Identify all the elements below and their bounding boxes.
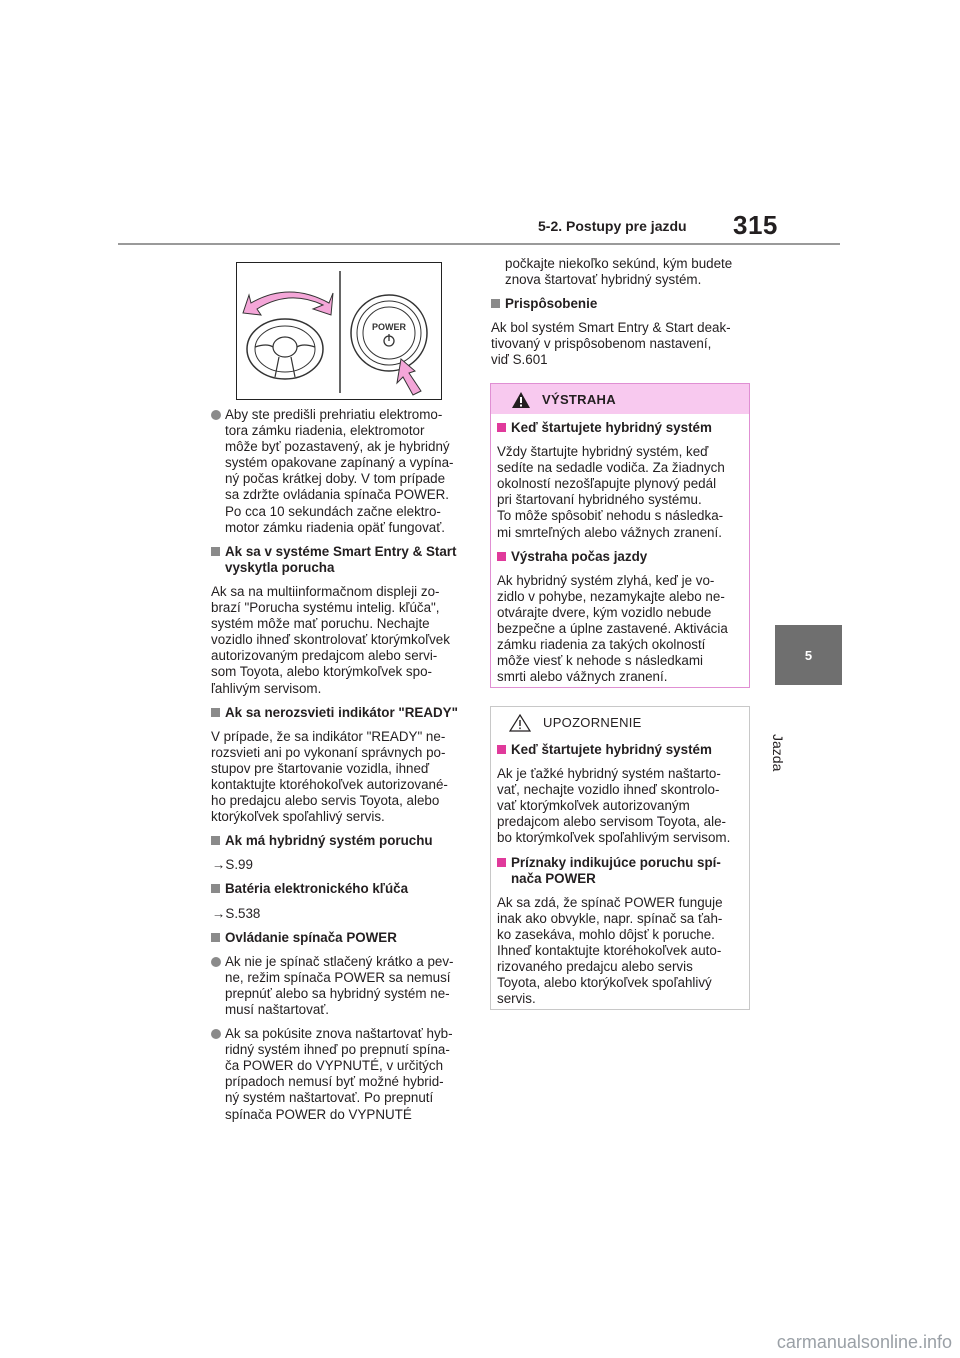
text-line: vyskytla porucha	[225, 559, 335, 575]
text-line: vozidlo ihneď skontrolovať ktorýmkoľvek	[211, 632, 450, 648]
heading-square-icon	[211, 708, 220, 717]
text-line: Príznaky indikujúce poruchu spí-	[511, 854, 721, 870]
text-line: motor zámku riadenia opäť fungovať.	[225, 519, 445, 535]
text-line: tora zámku riadenia, elektromotor	[225, 423, 425, 439]
text-line: môže byť pozastavený, ak je hybridný	[225, 439, 450, 455]
notice-box	[490, 706, 750, 1010]
section-heading	[211, 930, 467, 946]
text-line: Ak je ťažké hybridný systém naštarto-	[497, 766, 721, 782]
text-line: →S.99	[212, 857, 253, 873]
text-line: Vždy štartujte hybridný systém, keď	[497, 444, 709, 460]
text-line: ča POWER do VYPNUTÉ, v určitých	[225, 1058, 444, 1074]
text-line: vať, nechajte vozidlo ihneď skontrolo-	[497, 782, 720, 798]
heading-square-icon	[211, 884, 220, 893]
chapter-tab	[775, 625, 842, 685]
text-line: som Toyota, alebo ktorýmkoľvek spo-	[211, 664, 432, 680]
text-line: otvárajte dvere, kým vozidlo nebude	[497, 604, 712, 620]
warning-title: VÝSTRAHA	[542, 392, 616, 407]
power-label: POWER	[371, 322, 407, 332]
section-heading	[497, 855, 743, 887]
body-paragraph	[497, 444, 743, 541]
text-line: Prispôsobenie	[505, 296, 598, 312]
bullet-paragraph	[211, 407, 467, 536]
text-line: zámku riadenia za takých okolností	[497, 637, 706, 653]
section-heading	[211, 705, 467, 721]
text-line: viď S.601	[491, 352, 548, 368]
text-line: Ak hybridný systém zlyhá, keď je vo-	[497, 572, 715, 588]
bullet-paragraph	[211, 954, 467, 1018]
text-line: systém opakovane zapínaný a vypína-	[225, 455, 454, 471]
text-line: spínača POWER do VYPNUTÉ	[225, 1106, 412, 1122]
heading-square-icon	[211, 836, 220, 845]
text-line: stupov pre štartovanie vozidla, ihneď	[211, 760, 430, 776]
text-line: okolností nezošľapujte plynový pedál	[497, 476, 717, 492]
text-line: sa zdržte ovládania spínača POWER.	[225, 487, 450, 503]
text-line: ne, režim spínača POWER sa nemusí	[225, 969, 451, 985]
text-line: počkajte niekoľko sekúnd, kým budete	[505, 256, 733, 271]
text-line: →S.538	[212, 905, 261, 921]
text-line: ný systém naštartovať. Po prepnutí	[225, 1090, 434, 1106]
text-line: prípadoch nemusí byť možné hybrid-	[225, 1074, 444, 1090]
text-line: vať ktorýmkoľvek autorizovaným	[497, 798, 690, 814]
header-section-title: 5-2. Postupy pre jazdu	[538, 218, 687, 234]
text-line: prepnúť alebo sa hybridný systém ne-	[225, 985, 450, 1001]
text-line: Keď štartujete hybridný systém	[511, 742, 712, 757]
heading-square-icon	[497, 423, 506, 432]
body-paragraph	[211, 729, 467, 826]
text-line: Výstraha počas jazdy	[511, 548, 648, 564]
text-line: pri štartovaní hybridného systému.	[497, 492, 702, 508]
section-heading	[211, 881, 467, 897]
section-heading	[491, 296, 751, 312]
body-paragraph	[497, 766, 743, 846]
chapter-number: 5	[804, 647, 813, 663]
text-line: Ak sa na multiinformačnom displeji zo-	[211, 583, 440, 599]
body-paragraph	[497, 895, 743, 1008]
text-line: bezpečne a úplne zastavené. Aktivácia	[497, 621, 728, 637]
text-line: Ak má hybridný systém poruchu	[225, 833, 433, 849]
text-line: brazí "Porucha systému intelig. kľúča",	[211, 600, 440, 616]
section-heading	[497, 549, 743, 565]
text-line: ľahlivým servisom.	[211, 680, 322, 696]
text-line: zidlo v pohybe, nezamykajte alebo ne-	[497, 588, 725, 604]
rotate-arrow-icon	[243, 292, 333, 315]
text-line: smrti alebo vážnych zranení.	[497, 669, 668, 685]
text-line: ridný systém ihneď po prepnutí spína-	[225, 1042, 450, 1058]
notice-body	[491, 737, 749, 1007]
heading-square-icon	[497, 858, 506, 867]
text-line: V prípade, že sa indikátor "READY" ne-	[211, 728, 446, 744]
notice-title: UPOZORNENIE	[543, 715, 642, 730]
warning-body	[491, 414, 749, 685]
text-line: ho predajcu alebo servis Toyota, alebo	[211, 793, 440, 809]
text-line: inak ako obvykle, napr. spínač sa ťah-	[497, 910, 723, 926]
heading-square-icon	[497, 552, 506, 561]
chapter-name	[770, 690, 806, 772]
text-line: Aby ste predišli prehriatiu elektromo-	[225, 407, 443, 422]
caution-triangle-icon	[509, 714, 531, 732]
section-heading	[211, 833, 467, 849]
bullet-dot-icon	[211, 957, 221, 967]
text-line: tivovaný v prispôsobenom nastavení,	[491, 336, 712, 352]
watermark: carmanualsonline.info	[776, 1332, 952, 1352]
text-line: musí naštartovať.	[225, 1002, 330, 1017]
body-paragraph	[497, 573, 743, 686]
text-line: Ihneď kontaktujte ktoréhokoľvek auto-	[497, 943, 722, 959]
text-line: Ak sa zdá, že spínač POWER funguje	[497, 894, 723, 910]
bullet-dot-icon	[211, 1029, 221, 1039]
bullet-paragraph	[211, 1026, 467, 1123]
text-line: Ak sa v systéme Smart Entry & Start	[225, 543, 457, 559]
page-reference	[211, 857, 467, 873]
text-line: ný počas krátkej doby. V tom prípade	[225, 471, 446, 487]
text-line: predajcom alebo servisom Toyota, ale-	[497, 814, 726, 830]
warning-header	[491, 384, 749, 414]
page-number: 315	[733, 210, 778, 240]
power-switch-figure	[236, 262, 442, 400]
notice-header	[491, 707, 749, 737]
text-line: ktorýkoľvek spoľahlivý servis.	[211, 809, 385, 825]
section-heading	[497, 742, 743, 758]
bullet-dot-icon	[211, 410, 221, 420]
text-line: systém môže mať poruchu. Nechajte	[211, 616, 430, 632]
heading-square-icon	[211, 547, 220, 556]
body-paragraph	[211, 584, 467, 697]
text-line: Toyota, alebo ktorýkoľvek spoľahlivý	[497, 975, 712, 991]
heading-square-icon	[491, 299, 500, 308]
text-line: Ak nie je spínač stlačený krátko a pev-	[225, 953, 454, 969]
text-line: Po cca 10 sekundách začne elektro-	[225, 503, 441, 519]
text-line: ko zasekáva, mohlo dôjsť k poruche.	[497, 926, 715, 942]
text-line: znova štartovať hybridný systém.	[505, 272, 702, 288]
text-line: autorizovaným predajcom alebo servi-	[211, 648, 438, 664]
text-line: rozsvieti ani po vykonaní správnych po-	[211, 744, 446, 760]
page-reference	[211, 906, 467, 922]
steering-and-power-illustration	[237, 263, 441, 399]
continued-paragraph	[491, 256, 751, 288]
text-line: To môže spôsobiť nehodu s následka-	[497, 508, 724, 524]
text-line: kontaktujte ktoréhokoľvek autorizované-	[211, 776, 448, 792]
heading-square-icon	[497, 745, 506, 754]
section-heading	[211, 544, 467, 576]
body-paragraph	[491, 320, 751, 368]
right-column	[491, 256, 751, 377]
text-line: sedíte na sedadle vodiča. Za žiadnych	[497, 460, 725, 476]
text-line: mi smrteľných alebo vážnych zranení.	[497, 524, 722, 540]
text-line: Ak sa nerozsvieti indikátor "READY"	[225, 704, 458, 720]
text-line: Batéria elektronického kľúča	[225, 881, 409, 897]
left-column	[211, 407, 467, 1131]
text-line: môže viesť k nehode s následkami	[497, 653, 703, 669]
header-rule	[118, 243, 840, 245]
warning-triangle-icon	[511, 391, 531, 409]
text-line: nača POWER	[511, 870, 596, 886]
text-line: bo ktorýmkoľvek spoľahlivým servisom.	[497, 830, 731, 846]
text-line: rizovaného predajcu alebo servis	[497, 959, 693, 975]
heading-square-icon	[211, 933, 220, 942]
warning-box	[490, 383, 750, 688]
text-line: Ak sa pokúsite znova naštartovať hyb-	[225, 1026, 453, 1042]
chapter-name-label: Jazda	[770, 734, 786, 772]
text-line: Ak bol systém Smart Entry & Start deak-	[491, 320, 731, 336]
text-line: Keď štartujete hybridný systém	[511, 420, 712, 435]
section-heading	[497, 420, 743, 436]
text-line: Ovládanie spínača POWER	[225, 929, 397, 945]
text-line: servis.	[497, 991, 536, 1007]
